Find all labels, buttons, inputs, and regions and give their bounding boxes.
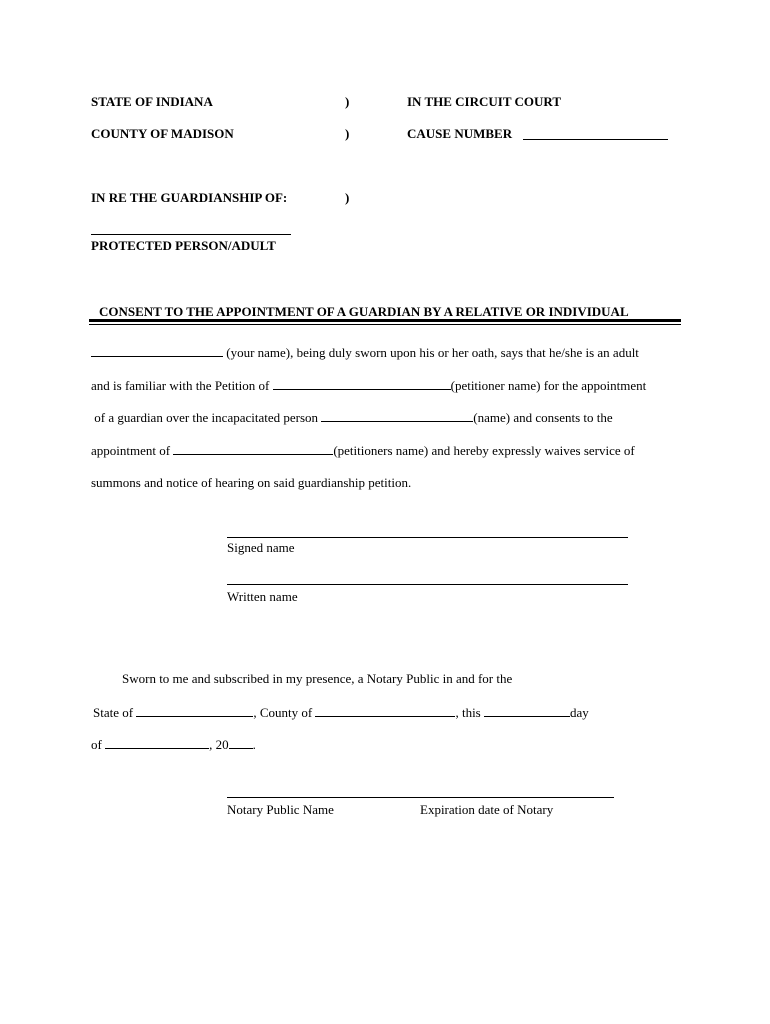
incapacitated-person-name-field[interactable]: [321, 409, 473, 422]
caption-paren-1: ): [345, 94, 350, 109]
notary-day-field[interactable]: [484, 704, 570, 717]
written-name-field[interactable]: [227, 584, 628, 585]
document-title: CONSENT TO THE APPOINTMENT OF A GUARDIAN BY A RELATIVE OR INDIVIDUAL: [99, 304, 629, 319]
body-line-3-text-a: of a guardian over the incapacitated person: [91, 410, 322, 425]
notary-county-field[interactable]: [315, 704, 455, 717]
caption-paren-3: ): [345, 190, 350, 205]
body-line-4-text-b: (petitioners name) and hereby expressly waives service of: [333, 443, 635, 458]
title-rule-thin: [89, 324, 681, 325]
county-label: COUNTY OF MADISON: [91, 126, 234, 141]
notary-sworn-text: Sworn to me and subscribed in my presence, a Notary Public in and for the: [122, 671, 513, 686]
body-line-3: [91, 409, 613, 426]
protected-person-label: PROTECTED PERSON/ADULT: [91, 238, 276, 253]
body-line-5: summons and notice of hearing on said guardianship petition.: [91, 475, 412, 490]
cause-number-field[interactable]: [523, 139, 668, 140]
appointee-name-field[interactable]: [173, 442, 333, 455]
title-rule-thick: [89, 319, 681, 322]
notary-month-year-line: [91, 736, 256, 753]
notary-month-field[interactable]: [105, 736, 209, 749]
county-of-text: , County of: [253, 705, 316, 720]
period-text: .: [252, 737, 256, 752]
protected-person-name-field[interactable]: [91, 234, 291, 235]
state-of-text: State of: [93, 705, 137, 720]
body-line-2-text-a: and is familiar with the Petition of: [91, 378, 273, 393]
year-prefix-text: , 20: [209, 737, 229, 752]
body-line-2: [91, 377, 646, 394]
signed-name-label: Signed name: [227, 540, 295, 555]
written-name-label: Written name: [227, 589, 298, 604]
notary-name-label: Notary Public Name: [227, 802, 334, 817]
body-line-2-text-b: (petitioner name) for the appointment: [450, 378, 647, 393]
body-line-1-text: (your name), being duly sworn upon his or her oath, says that he/she is an adult: [223, 345, 639, 360]
body-line-3-text-b: (name) and consents to the: [473, 410, 613, 425]
notary-signature-field[interactable]: [227, 797, 614, 798]
day-text: day: [570, 705, 589, 720]
expiration-date-label: Expiration date of Notary: [420, 802, 554, 817]
cause-number-label: CAUSE NUMBER: [407, 126, 513, 141]
in-re-label: IN RE THE GUARDIANSHIP OF:: [91, 190, 288, 205]
your-name-field[interactable]: [91, 344, 223, 357]
body-line-4: [91, 442, 635, 459]
caption-paren-2: ): [345, 126, 350, 141]
notary-state-county-line: [93, 704, 589, 721]
this-text: , this: [455, 705, 484, 720]
body-line-4-text-a: appointment of: [91, 443, 174, 458]
of-text: of: [91, 737, 106, 752]
state-label: STATE OF INDIANA: [91, 94, 213, 109]
body-line-1: [91, 344, 639, 361]
court-label: IN THE CIRCUIT COURT: [407, 94, 562, 109]
notary-year-field[interactable]: [229, 736, 253, 749]
petitioner-name-field[interactable]: [273, 377, 451, 390]
notary-state-field[interactable]: [136, 704, 253, 717]
signed-name-field[interactable]: [227, 537, 628, 538]
